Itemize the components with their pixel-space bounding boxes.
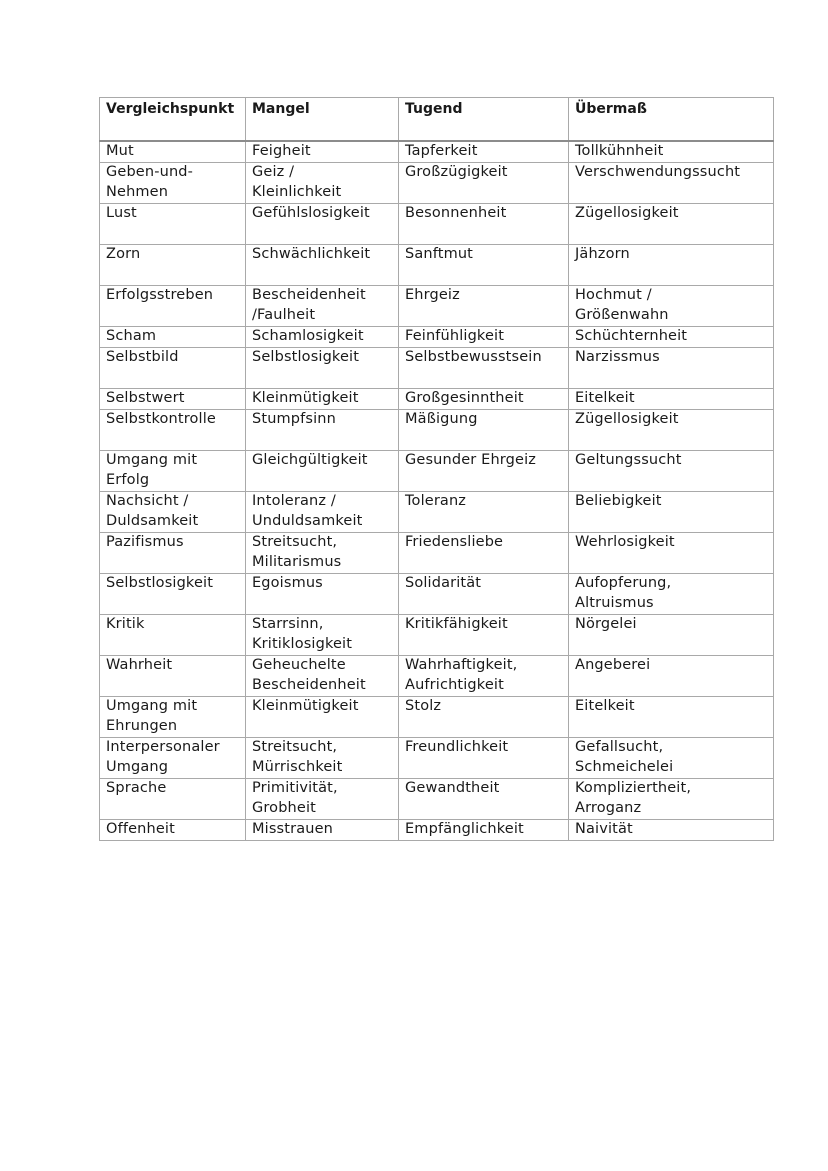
cell-virtue: Empfänglichkeit	[399, 820, 569, 841]
table-row	[100, 245, 774, 286]
cell-deficit: Primitivität, Grobheit	[246, 779, 399, 820]
cell-deficit: Geheuchelte Bescheidenheit	[246, 656, 399, 697]
cell-excess: Zügellosigkeit	[569, 204, 774, 245]
cell-excess: Aufopferung, Altruismus	[569, 574, 774, 615]
cell-point: Selbstlosigkeit	[100, 574, 246, 615]
cell-excess: Schüchternheit	[569, 327, 774, 348]
cell-point: Umgang mit Ehrungen	[100, 697, 246, 738]
cell-virtue: Freundlichkeit	[399, 738, 569, 779]
cell-virtue: Kritikfähigkeit	[399, 615, 569, 656]
cell-excess: Angeberei	[569, 656, 774, 697]
cell-point: Sprache	[100, 779, 246, 820]
cell-point: Lust	[100, 204, 246, 245]
cell-virtue: Großzügigkeit	[399, 163, 569, 204]
cell-virtue: Feinfühligkeit	[399, 327, 569, 348]
cell-virtue: Sanftmut	[399, 245, 569, 286]
cell-virtue: Solidarität	[399, 574, 569, 615]
table-header-row	[100, 98, 774, 142]
cell-excess: Verschwendungssucht	[569, 163, 774, 204]
cell-excess: Jähzorn	[569, 245, 774, 286]
cell-point: Offenheit	[100, 820, 246, 841]
cell-deficit: Schwächlichkeit	[246, 245, 399, 286]
cell-excess: Naivität	[569, 820, 774, 841]
cell-point: Selbstkontrolle	[100, 410, 246, 451]
cell-virtue: Tapferkeit	[399, 141, 569, 163]
cell-point: Scham	[100, 327, 246, 348]
cell-point: Erfolgsstreben	[100, 286, 246, 327]
cell-point: Kritik	[100, 615, 246, 656]
cell-deficit: Gleichgültigkeit	[246, 451, 399, 492]
table-row	[100, 389, 774, 410]
cell-virtue: Toleranz	[399, 492, 569, 533]
cell-excess: Nörgelei	[569, 615, 774, 656]
header-uebermass: Übermaß	[569, 98, 774, 142]
table-row	[100, 656, 774, 697]
table-row	[100, 697, 774, 738]
cell-point: Interpersonaler Umgang	[100, 738, 246, 779]
cell-deficit: Stumpfsinn	[246, 410, 399, 451]
table-row	[100, 574, 774, 615]
cell-point: Zorn	[100, 245, 246, 286]
cell-deficit: Bescheidenheit /Faulheit	[246, 286, 399, 327]
cell-deficit: Intoleranz / Unduldsamkeit	[246, 492, 399, 533]
cell-deficit: Geiz / Kleinlichkeit	[246, 163, 399, 204]
cell-point: Geben-und- Nehmen	[100, 163, 246, 204]
table-row	[100, 327, 774, 348]
table-row	[100, 738, 774, 779]
table-row	[100, 348, 774, 389]
cell-virtue: Stolz	[399, 697, 569, 738]
cell-deficit: Kleinmütigkeit	[246, 697, 399, 738]
table-row	[100, 615, 774, 656]
table-row	[100, 163, 774, 204]
cell-virtue: Besonnenheit	[399, 204, 569, 245]
cell-deficit: Selbstlosigkeit	[246, 348, 399, 389]
cell-point: Selbstwert	[100, 389, 246, 410]
cell-virtue: Großgesinntheit	[399, 389, 569, 410]
cell-excess: Eitelkeit	[569, 697, 774, 738]
table-row	[100, 286, 774, 327]
cell-virtue: Mäßigung	[399, 410, 569, 451]
cell-virtue: Friedensliebe	[399, 533, 569, 574]
cell-virtue: Wahrhaftigkeit, Aufrichtigkeit	[399, 656, 569, 697]
cell-virtue: Gewandtheit	[399, 779, 569, 820]
cell-virtue: Gesunder Ehrgeiz	[399, 451, 569, 492]
cell-deficit: Gefühlslosigkeit	[246, 204, 399, 245]
cell-excess: Narzissmus	[569, 348, 774, 389]
cell-virtue: Ehrgeiz	[399, 286, 569, 327]
cell-point: Umgang mit Erfolg	[100, 451, 246, 492]
table-row	[100, 141, 774, 163]
header-vergleichspunkt: Vergleichspunkt	[100, 98, 246, 142]
cell-deficit: Streitsucht, Mürrischkeit	[246, 738, 399, 779]
cell-point: Selbstbild	[100, 348, 246, 389]
cell-excess: Gefallsucht, Schmeichelei	[569, 738, 774, 779]
virtues-table	[99, 97, 774, 841]
cell-excess: Zügellosigkeit	[569, 410, 774, 451]
table-row	[100, 779, 774, 820]
table-row	[100, 204, 774, 245]
cell-deficit: Kleinmütigkeit	[246, 389, 399, 410]
cell-excess: Geltungssucht	[569, 451, 774, 492]
cell-excess: Eitelkeit	[569, 389, 774, 410]
cell-excess: Beliebigkeit	[569, 492, 774, 533]
cell-point: Wahrheit	[100, 656, 246, 697]
cell-point: Nachsicht / Duldsamkeit	[100, 492, 246, 533]
cell-deficit: Feigheit	[246, 141, 399, 163]
table-row	[100, 533, 774, 574]
cell-excess: Hochmut / Größenwahn	[569, 286, 774, 327]
cell-excess: Tollkühnheit	[569, 141, 774, 163]
table-row	[100, 451, 774, 492]
table-row	[100, 820, 774, 841]
cell-virtue: Selbstbewusstsein	[399, 348, 569, 389]
cell-excess: Kompliziertheit, Arroganz	[569, 779, 774, 820]
cell-deficit: Egoismus	[246, 574, 399, 615]
cell-point: Pazifismus	[100, 533, 246, 574]
cell-excess: Wehrlosigkeit	[569, 533, 774, 574]
cell-deficit: Schamlosigkeit	[246, 327, 399, 348]
cell-deficit: Streitsucht, Militarismus	[246, 533, 399, 574]
table-row	[100, 492, 774, 533]
cell-deficit: Misstrauen	[246, 820, 399, 841]
table-row	[100, 410, 774, 451]
header-mangel: Mangel	[246, 98, 399, 142]
cell-deficit: Starrsinn, Kritiklosigkeit	[246, 615, 399, 656]
cell-point: Mut	[100, 141, 246, 163]
header-tugend: Tugend	[399, 98, 569, 142]
